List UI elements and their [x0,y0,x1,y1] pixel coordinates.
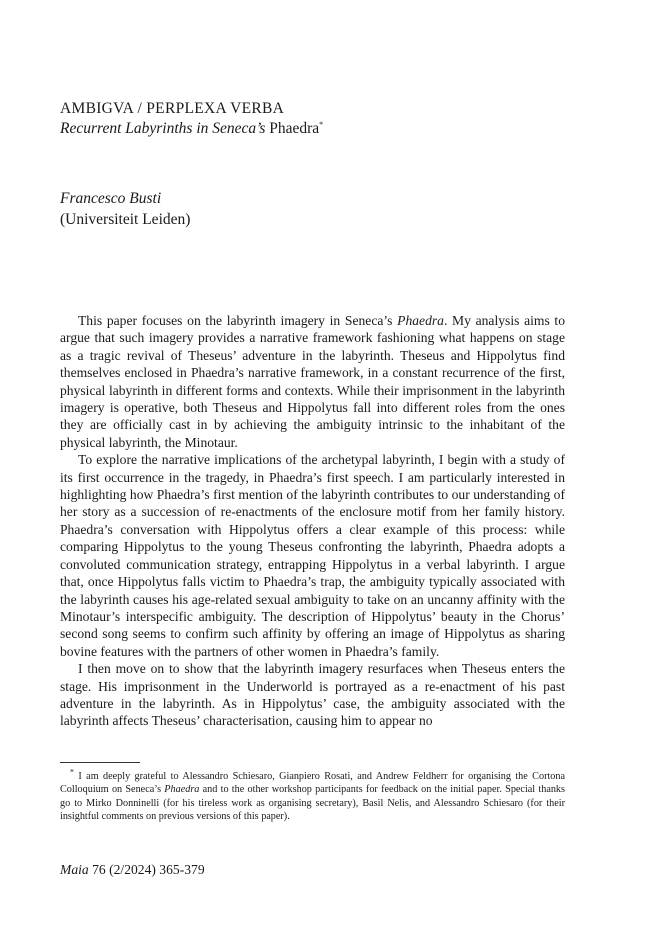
footnote-text [60,767,565,824]
subtitle-work-title: Phaedra [269,120,320,137]
footnote [60,767,565,824]
paragraph-text: This paper focuses on the labyrinth imagery in Seneca’s [78,313,398,328]
footnote-text-part: I am deeply grateful to Alessandro Schiesaro, Gianpiero Rosati, and Andrew Feldherr for organising the Cortona Colloquium on Seneca’s [60,771,565,796]
journal-details: 76 (2/2024) 365-379 [88,862,205,877]
title-footnote-marker[interactable]: * [319,119,324,129]
journal-citation [60,862,205,878]
body-paragraph-2: To explore the narrative implications of the archetypal labyrinth, I begin with a study of its first occurrence in the tragedy, in Phaedra’s first speech. I am particularly interested in highlighting how Phaedra’s first mention of the labyrinth contributes to our understanding of her story as a succession of re-enactments of the enclosure motif from her family history. Phaedra’s conversation with Hippolytus offers a clear example of this process: while comparing Hippolytus to the young Theseus confronting the labyrinth, Phaedra adopts a convoluted communication strategy, entrapping Hippolytus in a verbal labyrinth. I argue that, once Hippolytus falls victim to Phaedra’s trap, the ambiguity typically associated with the labyrinth causes his age-related sexual ambiguity to take on an uncanny affinity with the Minotaur’s interspecific ambiguity. The description of Hippolytus’ beauty in the Chorus’ second song seems to confirm such affinity by offering an image of Hippolytus as sharing bovine features with the partners of other women in Phaedra’s family. [60,452,565,659]
author-block [60,188,580,230]
body-paragraph-3: I then move on to show that the labyrinth imagery resurfaces when Theseus enters the stage. His imprisonment in the Underworld is portrayed as a re-enactment of his past adventure in the labyrinth. As in Hippolytus’ case, the ambiguity associated with the labyrinth affects Theseus’ characterisation, causing him to appear no [60,661,565,729]
footnote-work-title: Phaedra [164,784,200,796]
article-title: AMBIGVA / PERPLEXA VERBA [60,100,285,117]
footnote-text-part: and to the other workshop participants for feedback on the initial paper. Special thanks go to Mirko Donninelli (for his tireless work as organising secretary), Basil Nelis, and Alessandro Schiesaro (for their insightful comments on previous versions of this paper). [60,784,565,823]
footnote-marker: * [70,767,74,777]
author-name: Francesco Busti [60,190,162,207]
journal-name: Maia [60,862,89,877]
paragraph-text: . My analysis aims to argue that such imagery provides a narrative framework fashioning what happens on stage as a tragic revival of Theseus’ adventure in the labyrinth. Theseus and Hippolytus find themselves enclosed in Phaedra’s narrative framework, in a constant recurrence of the first, physical labyrinth in different forms and contexts. While their imprisonment in the labyrinth imagery is operative, both Theseus and Hippolytus fall into different roles from the ones they are officially cast in by achieving the ambiguity intrinsic to the inhabitant of the physical labyrinth, the Minotaur. [60,313,565,450]
body-paragraph-1 [60,312,565,451]
author-affiliation: (Universiteit Leiden) [60,211,191,228]
work-title-italic: Phaedra [397,313,444,328]
article-subtitle [60,119,580,139]
subtitle-italic: Recurrent Labyrinths in Seneca’s [60,120,266,137]
article-body [60,312,565,730]
article-header [60,99,580,139]
footnote-divider [60,762,140,763]
